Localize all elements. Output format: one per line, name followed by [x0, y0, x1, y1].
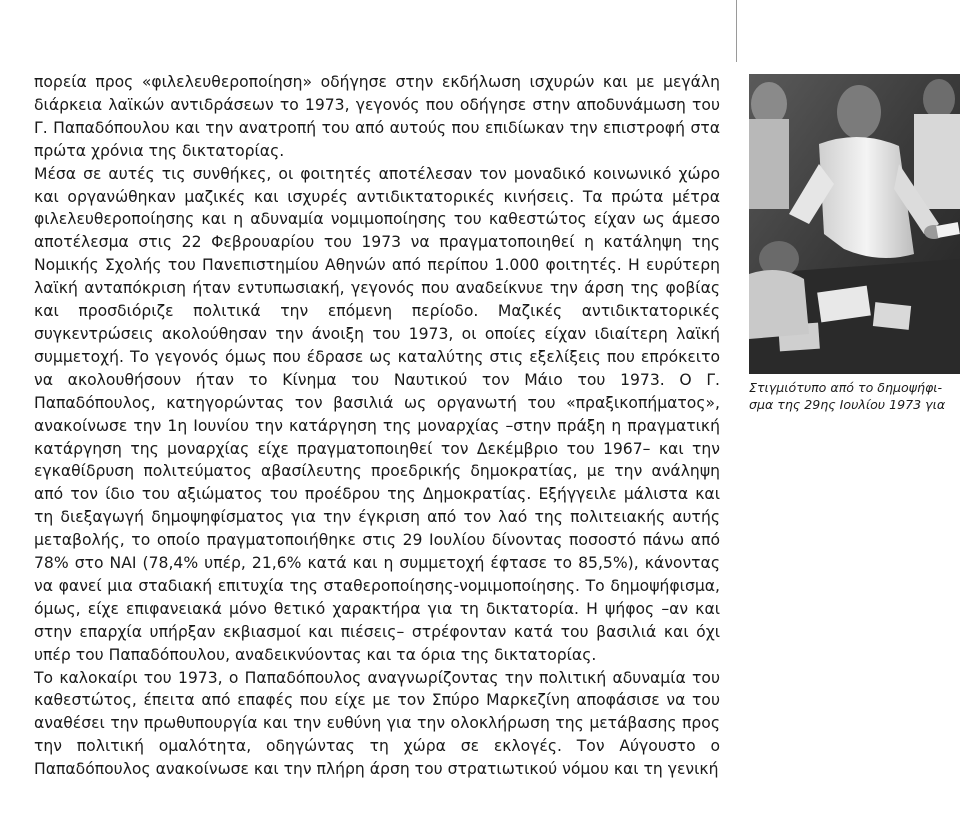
caption-line-1: Στιγμιότυπο από το δημοψήφι-: [749, 380, 943, 395]
paragraph-2: Μέσα σε αυτές τις συνθήκες, οι φοιτητές αποτέλεσαν τον μοναδικό κοινωνικό χώρο και οργανώθηκαν μαζικές και ισχυρές αντιδικτατορικές κινήσεις. Τα πρώτα μέτρα φιλελευθεροποίησης και η αδυναμία νομιμοποίησης του καθεστώτος είχαν ως άμεσο αποτέλεσμα στις 22 Φεβρουαρίου του 1973 να πραγματοποιηθεί η κατάληψη της Νομικής Σχολής του Πανεπιστημίου Αθηνών από περίπου 1.000 φοιτητές. Η ευρύτερη λαϊκή ανταπόκριση ήταν εντυπωσιακή, γεγονός που αναδείκνυε την άρση της φοβίας και προσδιόριζε πολιτικά την επόμενη περίοδο. Μαζικές αντιδικτατορικές συγκεντρώσεις ακολούθησαν την άνοιξη του 1973, οι οποίες είχαν ιδιαίτερη λαϊκή συμμετοχή. Το γεγονός όμως που έδρασε ως καταλύτης στις εξελίξεις που επρόκειτο να ακολουθήσουν ήταν το Κίνημα του Ναυτικού τον Μάιο του 1973. Ο Γ. Παπαδόπουλος, κατηγορώντας τον βασιλιά ως οργανωτή του «πραξικοπήματος», ανακοίνωσε την 1η Ιουνίου την κατάργηση της μοναρχίας –στην πράξη η πραγματική κατάργηση της μοναρχίας είχε πραγματοποιηθεί τον Δεκέμβριο του 1967– και την εγκαθίδρυση πολιτεύματος αβασίλευτης προεδρικής δημοκρατίας, με την ανάληψη από τον ίδιο του αξιώματος του προέδρου της Δημοκρατίας. Εξήγγειλε μάλιστα και τη διεξαγωγή δημοψηφίσματος για την έγκριση από τον λαό της πολιτειακής αυτής μεταβολής, το οποίο πραγματοποιήθηκε στις 29 Ιουλίου δίνοντας ποσοστό πάνω από 78% στο ΝΑΙ (78,4% υπέρ, 21,6% κατά και η συμμετοχή έφτασε το 85,5%), κάνοντας να φανεί μια σταδιακή επιτυχία της σταθεροποίησης-νομιμοποίησης. Το δημοψήφισμα, όμως, είχε επιφανειακά μόνο θετικό χαρακτήρα για τη δικτατορία. Η ψήφος –αν και στην επαρχία υπήρξαν εκβιασμοί και πιέσεις– στρέφονταν κατά του βασιλιά και όχι υπέρ του Παπαδόπουλου, αναδεικνύοντας και τα όρια της δικτατορίας.: [34, 164, 720, 664]
column-divider: [736, 0, 737, 62]
caption-line-2: σμα της 29ης Ιουλίου 1973 για: [749, 397, 946, 412]
paragraph-3: Το καλοκαίρι του 1973, ο Παπαδόπουλος αναγνωρίζοντας την πολιτική αδυναμία του καθεστώτος, έπειτα από επαφές που είχε με τον Σπύρο Μαρκεζίνη αποφάσισε να του αναθέσει την πρωθυπουργία και την ευθύνη για την ολοκλήρωση της μετάβασης προς την πολιτική ομαλότητα, οδηγώντας τη χώρα σε εκλογές. Τον Αύγουστο ο Παπαδόπουλος ανακοίνωσε και την πλήρη άρση του στρατιωτικού νόμου και τη γενική: [34, 668, 720, 779]
referendum-photo: [749, 74, 960, 374]
paragraph-1: πορεία προς «φιλελευθεροποίηση» οδήγησε στην εκδήλωση ισχυρών και με μεγάλη διάρκεια λαϊκών αντιδράσεων το 1973, γεγονός που οδήγησε στην αποδυνάμωση του Γ. Παπαδόπουλου και την ανατροπή του από αυτούς που επιδίωκαν την επιστροφή στα πρώτα χρόνια της δικτατορίας.: [34, 73, 720, 160]
body-text: [34, 71, 720, 781]
photo-caption: [749, 379, 955, 413]
